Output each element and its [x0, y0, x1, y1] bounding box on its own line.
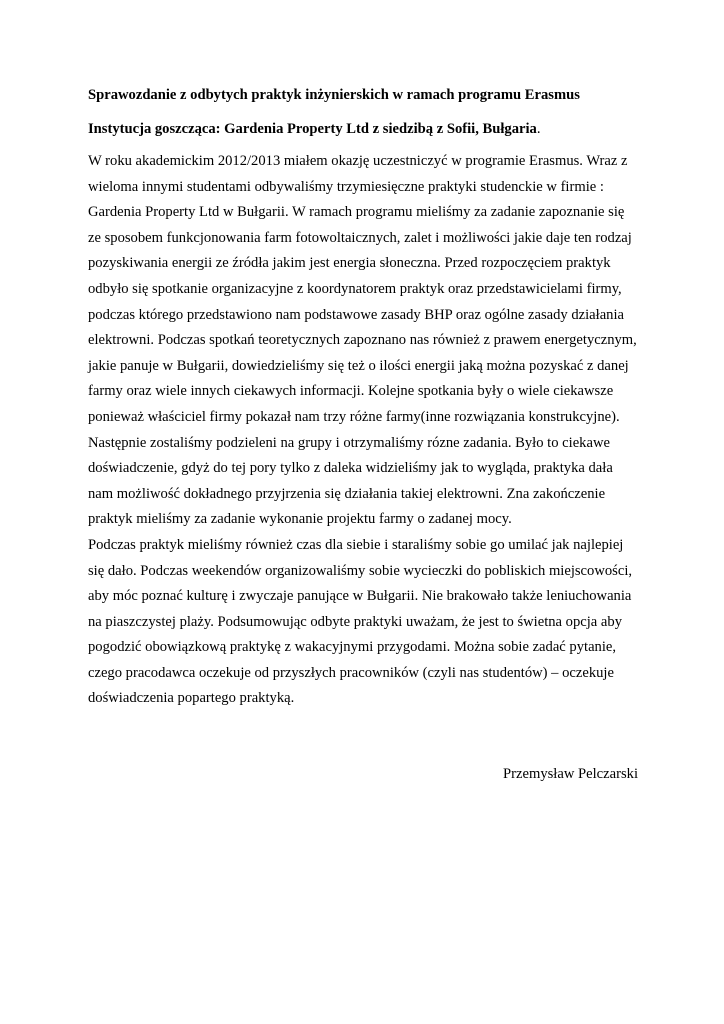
paragraph-line: czego pracodawca oczekuje od przyszłych pracowników (czyli nas studentów) – oczekuje [88, 664, 614, 681]
paragraph-line: ponieważ właściciel firmy pokazał nam trzy różne farmy(inne rozwiązania konstrukcyjne). [88, 408, 620, 425]
paragraph-line: farmy oraz wiele innych ciekawych informacji. Kolejne spotkania były o wiele ciekawsze [88, 383, 614, 400]
paragraph-line: nam możliwość dokładnego przyjrzenia się działania takiej elektrowni. Zna zakończenie [88, 485, 606, 502]
paragraph-1 [88, 149, 648, 533]
author-signature: Przemysław Pelczarski [503, 766, 638, 782]
paragraph-line: Podczas praktyk mieliśmy również czas dla siebie i staraliśmy sobie go umilać jak najlepiej [88, 536, 624, 553]
paragraph-line: elektrowni. Podczas spotkań teoretycznych zapoznano nas również z prawem energetycznym, [88, 332, 637, 349]
host-institution-period: . [536, 121, 541, 137]
host-institution-heading [88, 119, 648, 139]
paragraph-line: odbyło się spotkanie organizacyjne z koordynatorem praktyk oraz przedstawicielami firmy, [88, 280, 622, 297]
paragraph-line: Gardenia Property Ltd w Bułgarii. W ramach programu mieliśmy za zadanie zapoznanie się [88, 204, 625, 221]
paragraph-line: pozyskiwania energii ze źródła jakim jest energia słoneczna. Przed rozpoczęciem praktyk [88, 255, 611, 272]
paragraph-line: się dało. Podczas weekendów organizowaliśmy sobie wycieczki do pobliskich miejscowości, [88, 562, 633, 579]
host-institution-text: Instytucja goszcząca: Gardenia Property Ltd z siedzibą z Sofii, Bułgaria [88, 121, 537, 137]
paragraph-line: podczas którego przedstawiono nam podstawowe zasady BHP oraz ogólne zasady działania [88, 306, 625, 323]
paragraph-line: doświadczenia popartego praktyką. [88, 690, 295, 707]
paragraph-line: Następnie zostaliśmy podzieleni na grupy i otrzymaliśmy rózne zadania. Było to ciekawe [88, 434, 610, 451]
paragraph-line: pogodzić obowiązkową praktykę z wakacyjnymi przygodami. Można sobie zadać pytanie, [88, 639, 617, 656]
document-body [88, 85, 648, 712]
paragraph-line: na piaszczystej plaży. Podsumowując odbyte praktyki uważam, że jest to świetna opcja aby [88, 613, 622, 630]
paragraph-line: wieloma innymi studentami odbywaliśmy trzymiesięczne praktyki studenckie w firmie : [88, 178, 604, 195]
paragraph-line: praktyk mieliśmy za zadanie wykonanie projektu farmy o zadanej mocy. [88, 511, 512, 528]
paragraph-line: W roku akademickim 2012/2013 miałem okazję uczestniczyć w programie Erasmus. Wraz z [88, 153, 628, 169]
paragraph-2 [88, 533, 648, 712]
paragraph-line: jakie panuje w Bułgarii, dowiedzieliśmy się też o ilości energii jaką można pozyskać z danej [88, 357, 629, 374]
paragraph-line: ze sposobem funkcjonowania farm fotowoltaicznych, zalet i możliwości jakie daje ten rodzaj [88, 229, 632, 246]
paragraph-line: doświadczenie, gdyż do tej pory tylko z daleka widzieliśmy jak to wygląda, praktyka dała [88, 460, 613, 477]
report-title: Sprawozdanie z odbytych praktyk inżynierskich w ramach programu Erasmus [88, 87, 580, 103]
paragraph-line: aby móc poznać kulturę i zwyczaje panujące w Bułgarii. Nie brakowało także leniuchowania [88, 588, 632, 605]
